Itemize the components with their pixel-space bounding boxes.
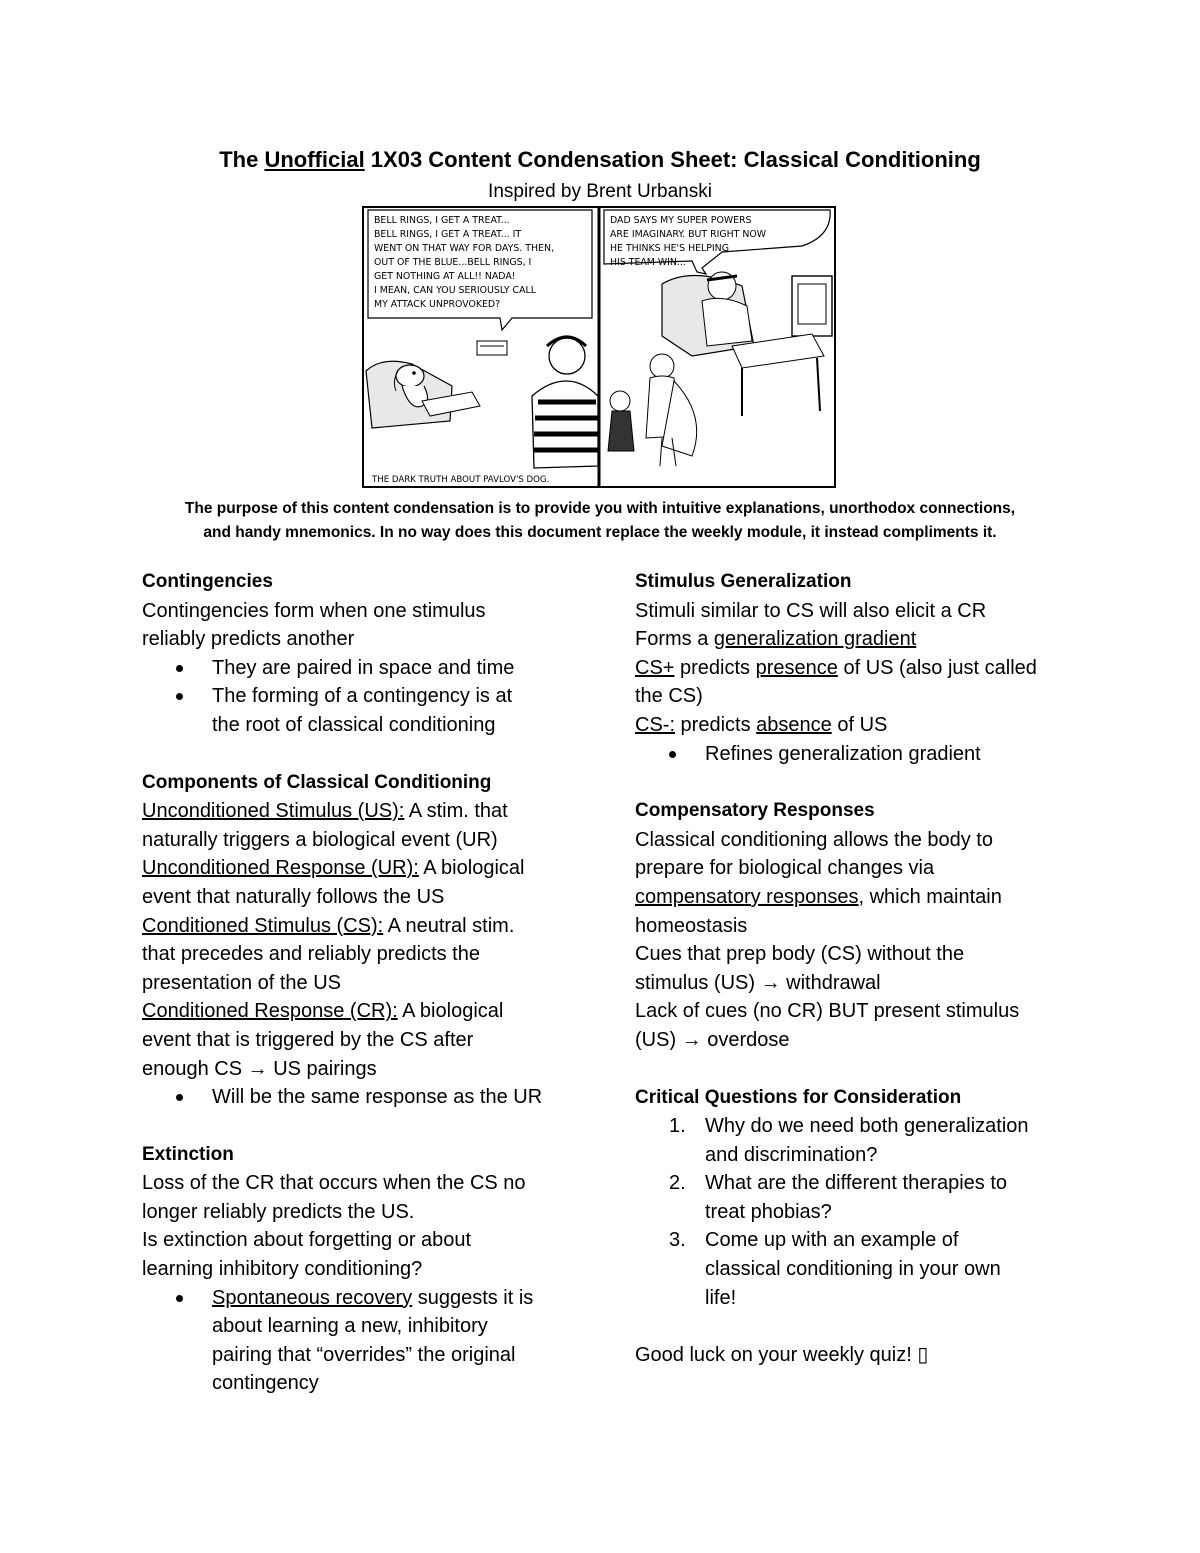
list-item: 2. What are the different therapies to treat phobias?: [669, 1172, 1008, 1223]
section-components: Components of Classical Conditioning Unconditioned Stimulus (US): A stim. that naturally triggers a biological event (UR) Unconditioned Response (UR): A biological event that naturally follows the US Conditioned Stimulus (CS): A neutral stim. that precedes and reliably predicts the presentation of the US Conditioned Response (CR): A biological event that is triggered by the CS after enough CS → US pairings Will be the same response as the UR: [142, 769, 582, 1112]
right-column: [635, 568, 1075, 1370]
comic-strip-image: [362, 206, 836, 488]
section-compensatory: Compensatory Responses Classical conditioning allows the body to prepare for biological changes via compensatory responses, which maintain homeostasis Cues that prep body (CS) without the stimulus (US) → withdrawal Lack of cues (no CR) BUT present stimulus (US) → overdose: [635, 797, 1075, 1054]
list-item: They are paired in space and time: [212, 654, 582, 683]
page-subtitle: Inspired by Brent Urbanski: [488, 181, 712, 202]
list-item: Will be the same response as the UR: [212, 1083, 582, 1112]
purpose-statement: The purpose of this content condensation is to provide you with intuitive explanations, unorthodox connections, and handy mnemonics. In no way does this document replace the weekly module, it instead compliments it.: [184, 500, 1016, 541]
term-cs: Conditioned Stimulus (CS):: [142, 914, 384, 937]
heading-compensatory: Compensatory Responses: [635, 800, 875, 822]
term-spontaneous-recovery: Spontaneous recovery: [212, 1286, 413, 1309]
term-cr: Conditioned Response (CR):: [142, 1000, 398, 1023]
term-cs-minus: CS-:: [635, 713, 675, 736]
section-questions: [635, 1084, 1075, 1313]
title-unofficial: Unofficial: [264, 147, 365, 172]
term-compensatory-responses: compensatory responses,: [635, 885, 865, 908]
section-contingencies: Contingencies Contingencies form when one stimulus reliably predicts another They are paired in space and time The forming of a contingency is at the root of classical conditioning: [142, 568, 582, 740]
heading-components: Components of Classical Conditioning: [142, 771, 492, 793]
list-item: 3. Come up with an example of classical conditioning in your own life!: [669, 1229, 1001, 1309]
questions-list: [635, 1112, 1075, 1312]
term-presence: presence: [755, 656, 838, 679]
svg-text:DAD SAYS MY SUPER POWERS: DAD SAYS MY SUPER POWERS ARE IMAGINARY. BUT RIGHT NOW HE THINKS HE'S HELPING HIS TEAM WIN...: [610, 215, 767, 268]
heading-extinction: Extinction: [142, 1143, 234, 1165]
list-item: 1. Why do we need both generalization and discrimination?: [669, 1115, 1029, 1166]
list-item: Spontaneous recovery suggests it is about learning a new, inhibitory pairing that “overrides” the original contingency: [212, 1284, 582, 1398]
term-generalization-gradient: generalization gradient: [713, 628, 917, 651]
heading-generalization: Stimulus Generalization: [635, 571, 852, 592]
closing-line: Good luck on your weekly quiz! ▯: [635, 1344, 929, 1367]
section-extinction: Extinction Loss of the CR that occurs when the CS no longer reliably predicts the US. Is extinction about forgetting or about learning inhibitory conditioning? Spontaneous recovery suggests it is about learning a new, inhibitory pairing that “overrides” the original contingency: [142, 1141, 582, 1398]
missing-glyph-icon: ▯: [917, 1344, 929, 1367]
term-cs-plus: CS+: [635, 656, 675, 679]
page-title: The Unofficial 1X03 Content Condensation Sheet: Classical Conditioning: [219, 147, 981, 172]
list-item: The forming of a contingency is at the root of classical conditioning: [212, 682, 582, 739]
heading-contingencies: Contingencies: [142, 571, 273, 592]
term-ur: Unconditioned Response (UR):: [142, 857, 419, 880]
left-column: [142, 568, 582, 1398]
heading-questions: Critical Questions for Consideration: [635, 1086, 962, 1108]
term-us: Unconditioned Stimulus (US):: [142, 800, 405, 823]
svg-text:BELL RINGS, I GET A TREAT...: BELL RINGS, I GET A TREAT... BELL RINGS, I GET A TREAT... IT WENT ON THAT WAY FOR DAYS. THEN, OUT OF THE BLUE...BELL RINGS, I GET NOTHING AT ALL!! NADA! I MEAN, CAN YOU SERIOUSLY CALL MY ATTACK UNPROVOKED?: [374, 215, 554, 310]
list-item: Refines generalization gradient: [705, 740, 1075, 769]
term-absence: absence: [756, 713, 832, 736]
svg-text:THE DARK TRUTH ABOUT PAVLOV'S: THE DARK TRUTH ABOUT PAVLOV'S DOG.: [372, 475, 550, 485]
section-generalization: Stimulus Generalization Stimuli similar to CS will also elicit a CR Forms a generalization gradient CS+ predicts presence of US (also just called the CS) CS-: predicts absence of US Refines generalization gradient: [635, 568, 1075, 768]
contingencies-bullets: [142, 654, 582, 740]
